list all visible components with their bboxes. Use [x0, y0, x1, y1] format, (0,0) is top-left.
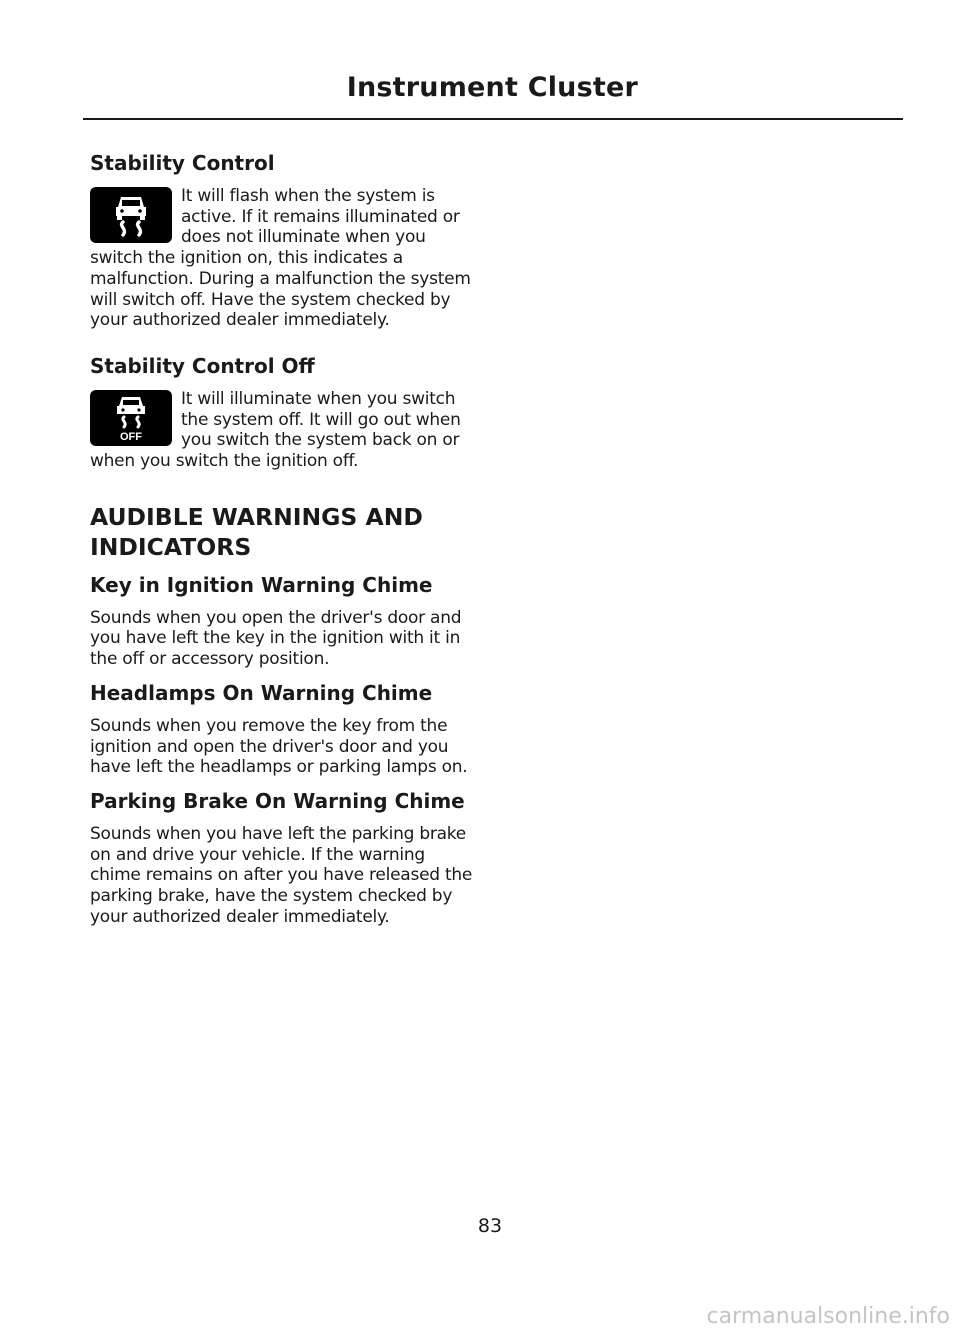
section-heading-headlamps-on: Headlamps On Warning Chime [90, 680, 433, 705]
header-divider [83, 118, 903, 120]
section-heading-parking-brake: Parking Brake On Warning Chime [90, 788, 465, 813]
stability-control-description: It will flash when the system is active. If it remains illuminated or does not illuminate when you switch the ignition on, this indicates a malfunction. During a malfunction the system will switch off. Have the system checked by your authorized dealer immediately. [90, 186, 471, 331]
stability-control-off-description: It will illuminate when you switch the system off. It will go out when you switch the system back on or when you switch the ignition off. [90, 388, 461, 472]
section-title-audible-line2: INDICATORS [90, 532, 252, 561]
section-title-audible-line1: AUDIBLE WARNINGS AND [90, 502, 423, 531]
key-in-ignition-description: Sounds when you open the driver's door and you have left the key in the ignition with it in the off or accessory position. [90, 607, 462, 670]
section-heading-stability-control: Stability Control [90, 151, 275, 175]
page-header-title: Instrument Cluster [346, 72, 638, 103]
watermark: carmanualsonline.info [706, 1304, 950, 1329]
parking-brake-description: Sounds when you have left the parking brake on and drive your vehicle. If the warning chime remains on after you have released the parking brake, have the system checked by your authorized dealer immediately. [90, 823, 473, 927]
page-number: 83 [477, 1215, 503, 1237]
headlamps-on-description: Sounds when you remove the key from the ignition and open the driver's door and you have left the headlamps or parking lamps on. [90, 715, 468, 778]
stability-control-icon [90, 187, 172, 243]
stability-control-off-icon [90, 390, 172, 446]
content-column [90, 150, 478, 927]
section-heading-key-in-ignition: Key in Ignition Warning Chime [90, 572, 433, 597]
section-heading-stability-control-off: Stability Control Off [90, 353, 315, 378]
off-label: OFF [120, 430, 142, 443]
